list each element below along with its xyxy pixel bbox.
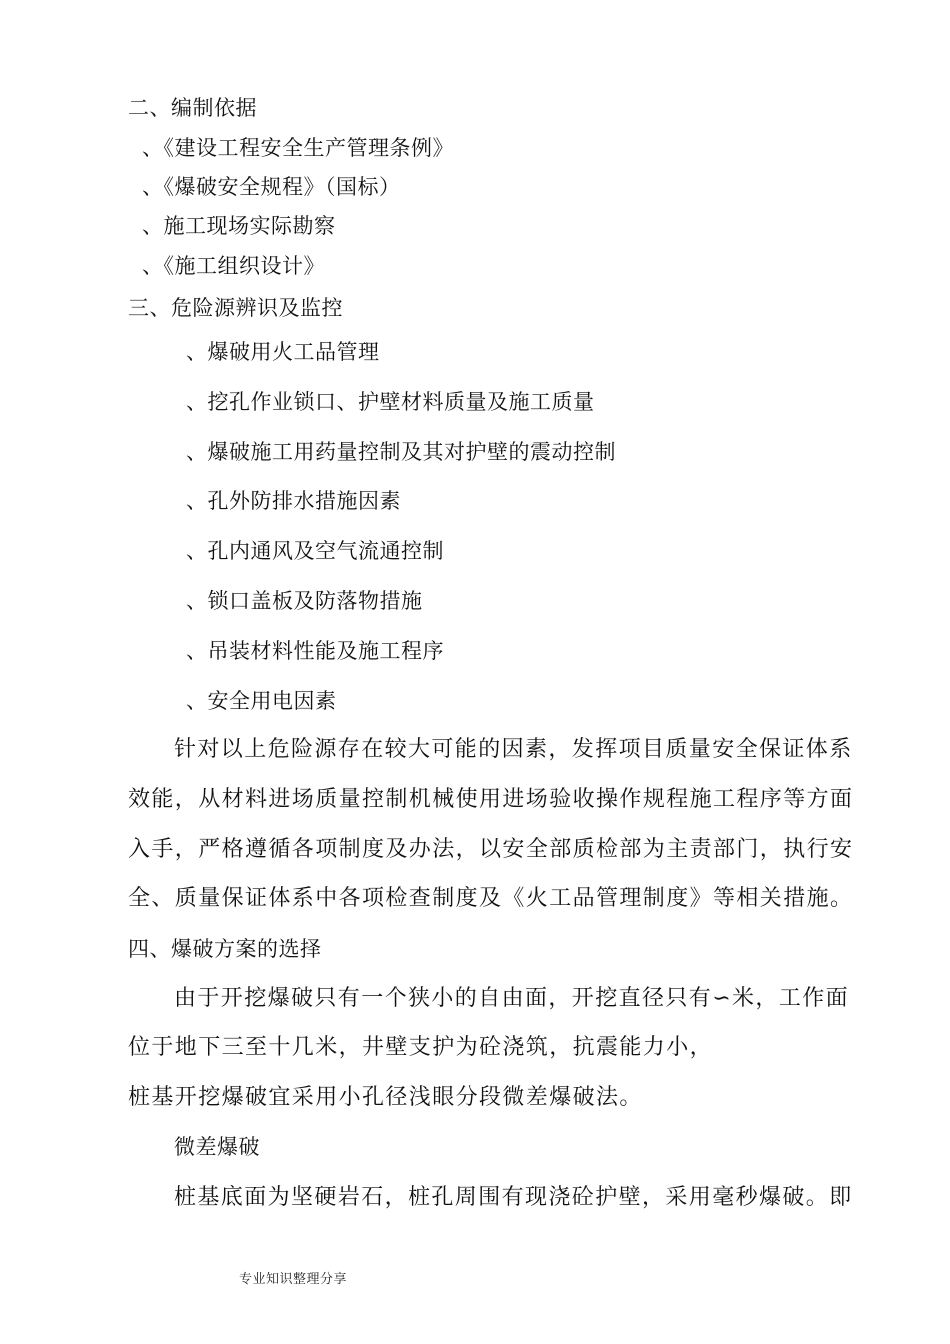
section-2-heading: 二、编制依据 (128, 96, 257, 120)
micro-delay-subheading: 微差爆破 (174, 1135, 260, 1159)
hazard-item-4: 、孔外防排水措施因素 (186, 489, 401, 513)
hazard-item-7: 、吊装材料性能及施工程序 (186, 639, 444, 663)
hazard-paragraph-line-1: 针对以上危险源存在较大可能的因素，发挥项目质量安全保证体系 (174, 737, 853, 762)
section-4-heading: 四、爆破方案的选择 (128, 937, 322, 961)
basis-item-4: 、《施工组织设计》 (142, 254, 325, 278)
hazard-paragraph-line-4: 全、质量保证体系中各项检查制度及《火工品管理制度》等相关措施。 (128, 886, 854, 911)
hazard-item-8: 、安全用电因素 (186, 689, 337, 713)
micro-delay-paragraph-line-1: 桩基底面为坚硬岩石，桩孔周围有现浇砼护壁，采用毫秒爆破。即 (174, 1185, 853, 1210)
hazard-item-5: 、孔内通风及空气流通控制 (186, 539, 444, 563)
hazard-item-3: 、爆破施工用药量控制及其对护壁的震动控制 (186, 440, 616, 464)
blasting-paragraph-line-3: 桩基开挖爆破宜采用小孔径浅眼分段微差爆破法。 (128, 1085, 643, 1110)
hazard-item-6: 、锁口盖板及防落物措施 (186, 589, 423, 613)
basis-item-3: 、施工现场实际勘察 (142, 214, 336, 238)
basis-item-2: 、《爆破安全规程》（国标） (142, 175, 401, 199)
page-footer: 专业知识整理分享 (239, 1272, 348, 1287)
section-3-heading: 三、危险源辨识及监控 (128, 296, 343, 320)
hazard-paragraph-line-3: 入手，严格遵循各项制度及办法，以安全部质检部为主责部门，执行安 (128, 837, 854, 862)
blasting-paragraph-line-2: 位于地下三至十几米，井壁支护为砼浇筑，抗震能力小， (128, 1035, 714, 1060)
hazard-paragraph-line-2: 效能，从材料进场质量控制机械使用进场验收操作规程施工程序等方面 (128, 787, 854, 812)
hazard-item-1: 、爆破用火工品管理 (186, 340, 380, 364)
basis-item-1: 、《建设工程安全生产管理条例》 (142, 136, 454, 160)
blasting-paragraph-line-1: 由于开挖爆破只有一个狭小的自由面，开挖直径只有∽米，工作面 (174, 986, 850, 1011)
hazard-item-2: 、挖孔作业锁口、护壁材料质量及施工质量 (186, 390, 595, 414)
